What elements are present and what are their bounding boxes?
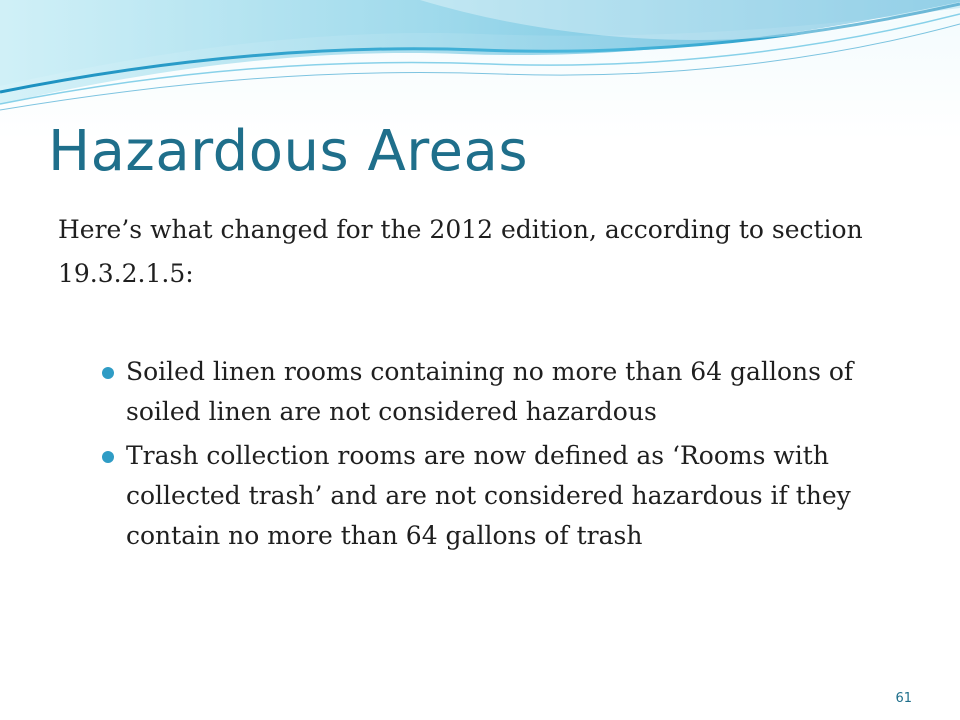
bullet-icon <box>102 451 114 463</box>
page-number: 61 <box>895 691 912 706</box>
bullet-item <box>100 436 920 556</box>
slide-title: Hazardous Areas <box>48 119 528 184</box>
bullet-text: Trash collection rooms are now defined as ‘Rooms with collected trash’ and are not considered hazardous if they contain no more than 64 gallons of trash <box>126 441 851 550</box>
bullet-item <box>100 352 920 432</box>
bullet-text: Soiled linen rooms containing no more than 64 gallons of soiled linen are not considered hazardous <box>126 357 854 426</box>
bullet-icon <box>102 367 114 379</box>
intro-paragraph: Here’s what changed for the 2012 edition, according to section 19.3.2.1.5: <box>58 215 863 288</box>
wave-header-graphic <box>0 0 960 120</box>
bullet-list <box>100 352 920 560</box>
